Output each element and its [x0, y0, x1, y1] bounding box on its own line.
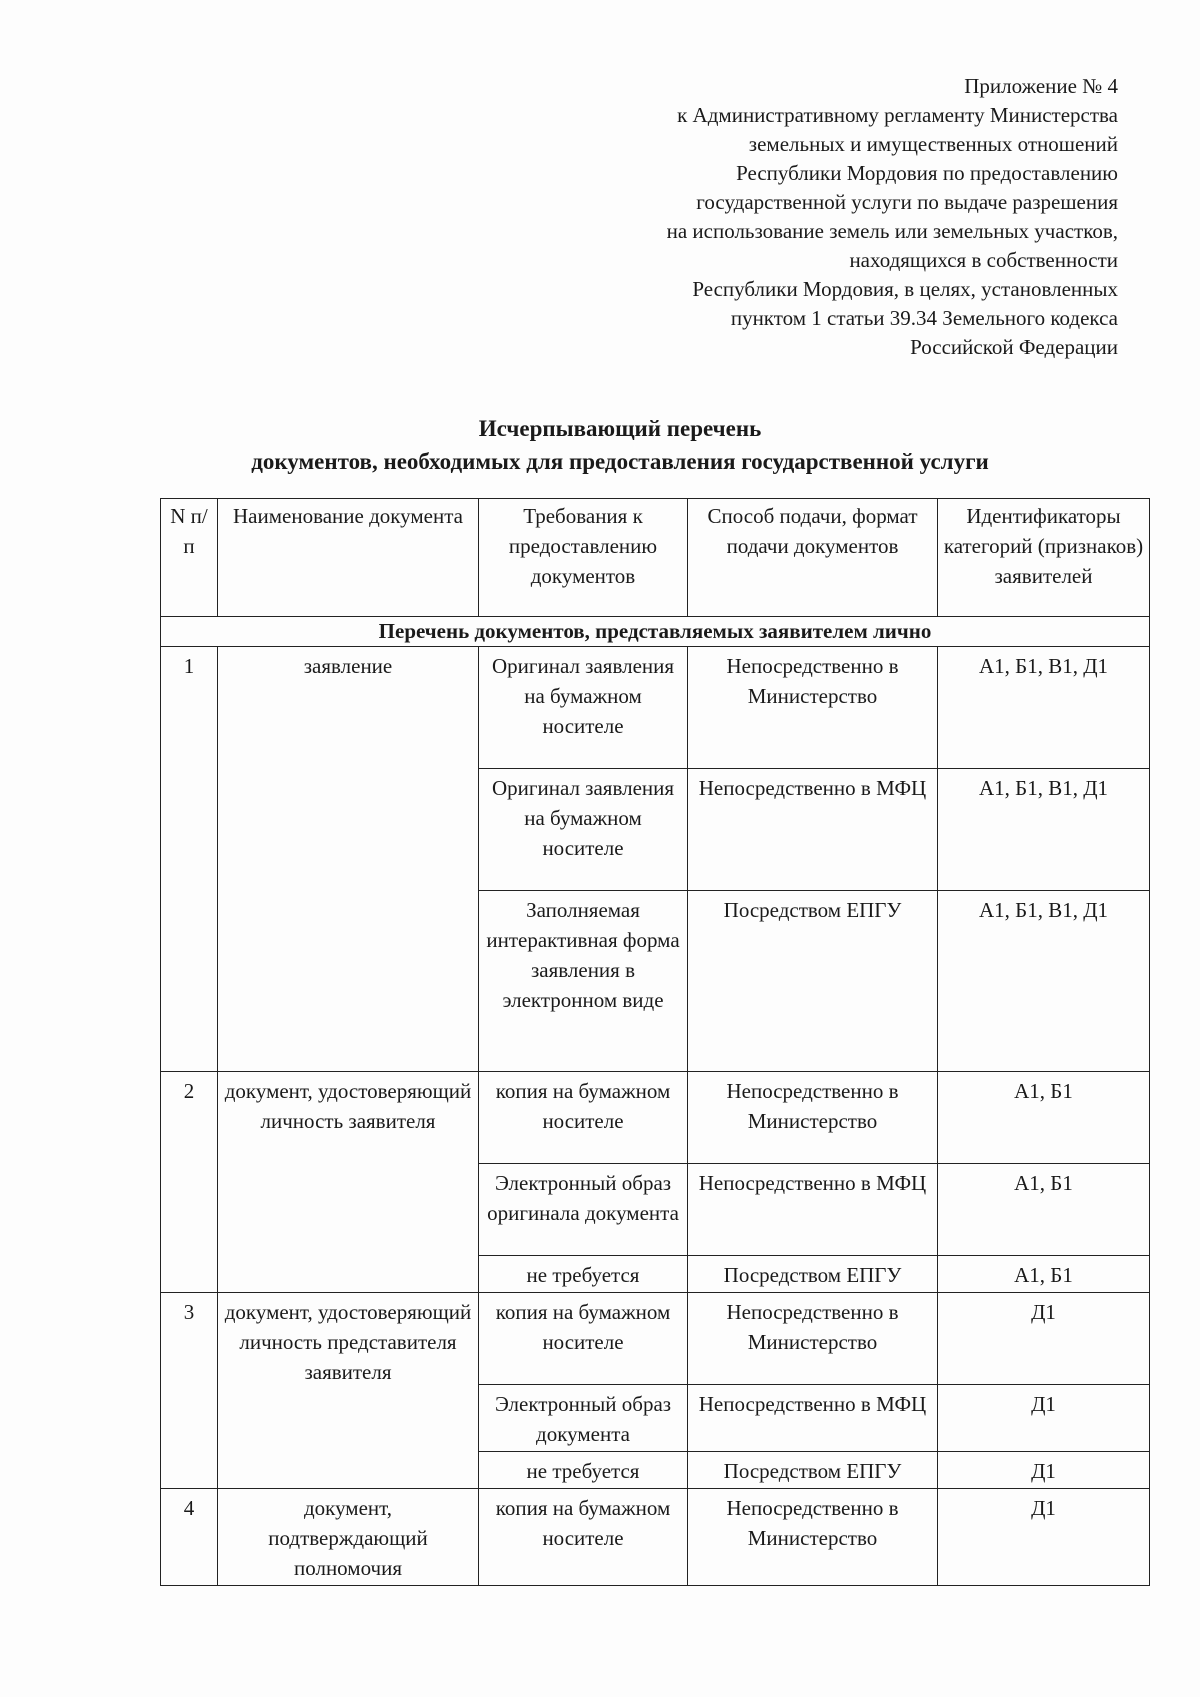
row-requirement: Электронный образ документа: [479, 1385, 688, 1452]
row-requirement: копия на бумажном носителе: [479, 1072, 688, 1164]
document-title: [120, 412, 1120, 478]
row-ids: Д1: [938, 1489, 1150, 1586]
row-number: 4: [161, 1489, 218, 1586]
row-method: Посредством ЕПГУ: [688, 1256, 938, 1293]
header-requirements: Требования к предоставлению документов: [479, 499, 688, 617]
appendix-line: Республики Мордовия, в целях, установленных: [692, 277, 1118, 301]
row-document: заявление: [218, 647, 479, 1072]
row-ids: А1, Б1: [938, 1072, 1150, 1164]
row-number: 1: [161, 647, 218, 1072]
row-ids: А1, Б1, В1, Д1: [938, 647, 1150, 769]
row-requirement: Заполняемая интерактивная форма заявления в электронном виде: [479, 891, 688, 1072]
row-method: Посредством ЕПГУ: [688, 1452, 938, 1489]
row-method: Непосредственно в МФЦ: [688, 1164, 938, 1256]
row-method: Непосредственно в Министерство: [688, 1293, 938, 1385]
row-method: Непосредственно в МФЦ: [688, 769, 938, 891]
appendix-line: пунктом 1 статьи 39.34 Земельного кодекса: [730, 306, 1118, 330]
appendix-line: земельных и имущественных отношений: [748, 132, 1118, 156]
appendix-line: к Административному регламенту Министерства: [677, 103, 1118, 127]
row-ids: А1, Б1: [938, 1164, 1150, 1256]
row-ids: Д1: [938, 1452, 1150, 1489]
section-title: Перечень документов, представляемых заявителем лично: [161, 617, 1150, 647]
row-method: Непосредственно в МФЦ: [688, 1385, 938, 1452]
table-row: [161, 1072, 1150, 1164]
header-document-name: Наименование документа: [218, 499, 479, 617]
row-requirement: Оригинал заявления на бумажном носителе: [479, 769, 688, 891]
row-document: документ, подтверждающий полномочия: [218, 1489, 479, 1586]
row-ids: А1, Б1: [938, 1256, 1150, 1293]
row-ids: Д1: [938, 1385, 1150, 1452]
table-header-row: [161, 499, 1150, 617]
appendix-line: находящихся в собственности: [849, 248, 1118, 272]
appendix-line: Российской Федерации: [910, 335, 1118, 359]
table-row: [161, 647, 1150, 769]
row-requirement: не требуется: [479, 1256, 688, 1293]
row-method: Непосредственно в Министерство: [688, 1072, 938, 1164]
row-requirement: копия на бумажном носителе: [479, 1293, 688, 1385]
row-method: Непосредственно в Министерство: [688, 1489, 938, 1586]
appendix-line: Республики Мордовия по предоставлению: [736, 161, 1118, 185]
section-row: [161, 617, 1150, 647]
row-document: документ, удостоверяющий личность заявителя: [218, 1072, 479, 1293]
title-line-1: Исчерпывающий перечень: [478, 416, 762, 441]
title-line-2: документов, необходимых для предоставления государственной услуги: [251, 449, 989, 474]
row-number: 3: [161, 1293, 218, 1489]
table-row: [161, 1293, 1150, 1385]
appendix-line: на использование земель или земельных участков,: [666, 219, 1118, 243]
row-requirement: копия на бумажном носителе: [479, 1489, 688, 1586]
table-row: [161, 1489, 1150, 1586]
row-ids: А1, Б1, В1, Д1: [938, 769, 1150, 891]
header-submission-method: Способ подачи, формат подачи документов: [688, 499, 938, 617]
row-requirement: не требуется: [479, 1452, 688, 1489]
appendix-header: [558, 72, 1118, 362]
row-document: документ, удостоверяющий личность представителя заявителя: [218, 1293, 479, 1489]
row-number: 2: [161, 1072, 218, 1293]
header-number: N п/п: [161, 499, 218, 617]
documents-table: [160, 498, 1150, 1586]
row-ids: А1, Б1, В1, Д1: [938, 891, 1150, 1072]
row-requirement: Электронный образ оригинала документа: [479, 1164, 688, 1256]
row-ids: Д1: [938, 1293, 1150, 1385]
row-method: Посредством ЕПГУ: [688, 891, 938, 1072]
row-method: Непосредственно в Министерство: [688, 647, 938, 769]
appendix-line: Приложение № 4: [964, 74, 1118, 98]
header-applicant-ids: Идентификаторы категорий (признаков) заявителей: [938, 499, 1150, 617]
appendix-line: государственной услуги по выдаче разрешения: [696, 190, 1118, 214]
row-requirement: Оригинал заявления на бумажном носителе: [479, 647, 688, 769]
